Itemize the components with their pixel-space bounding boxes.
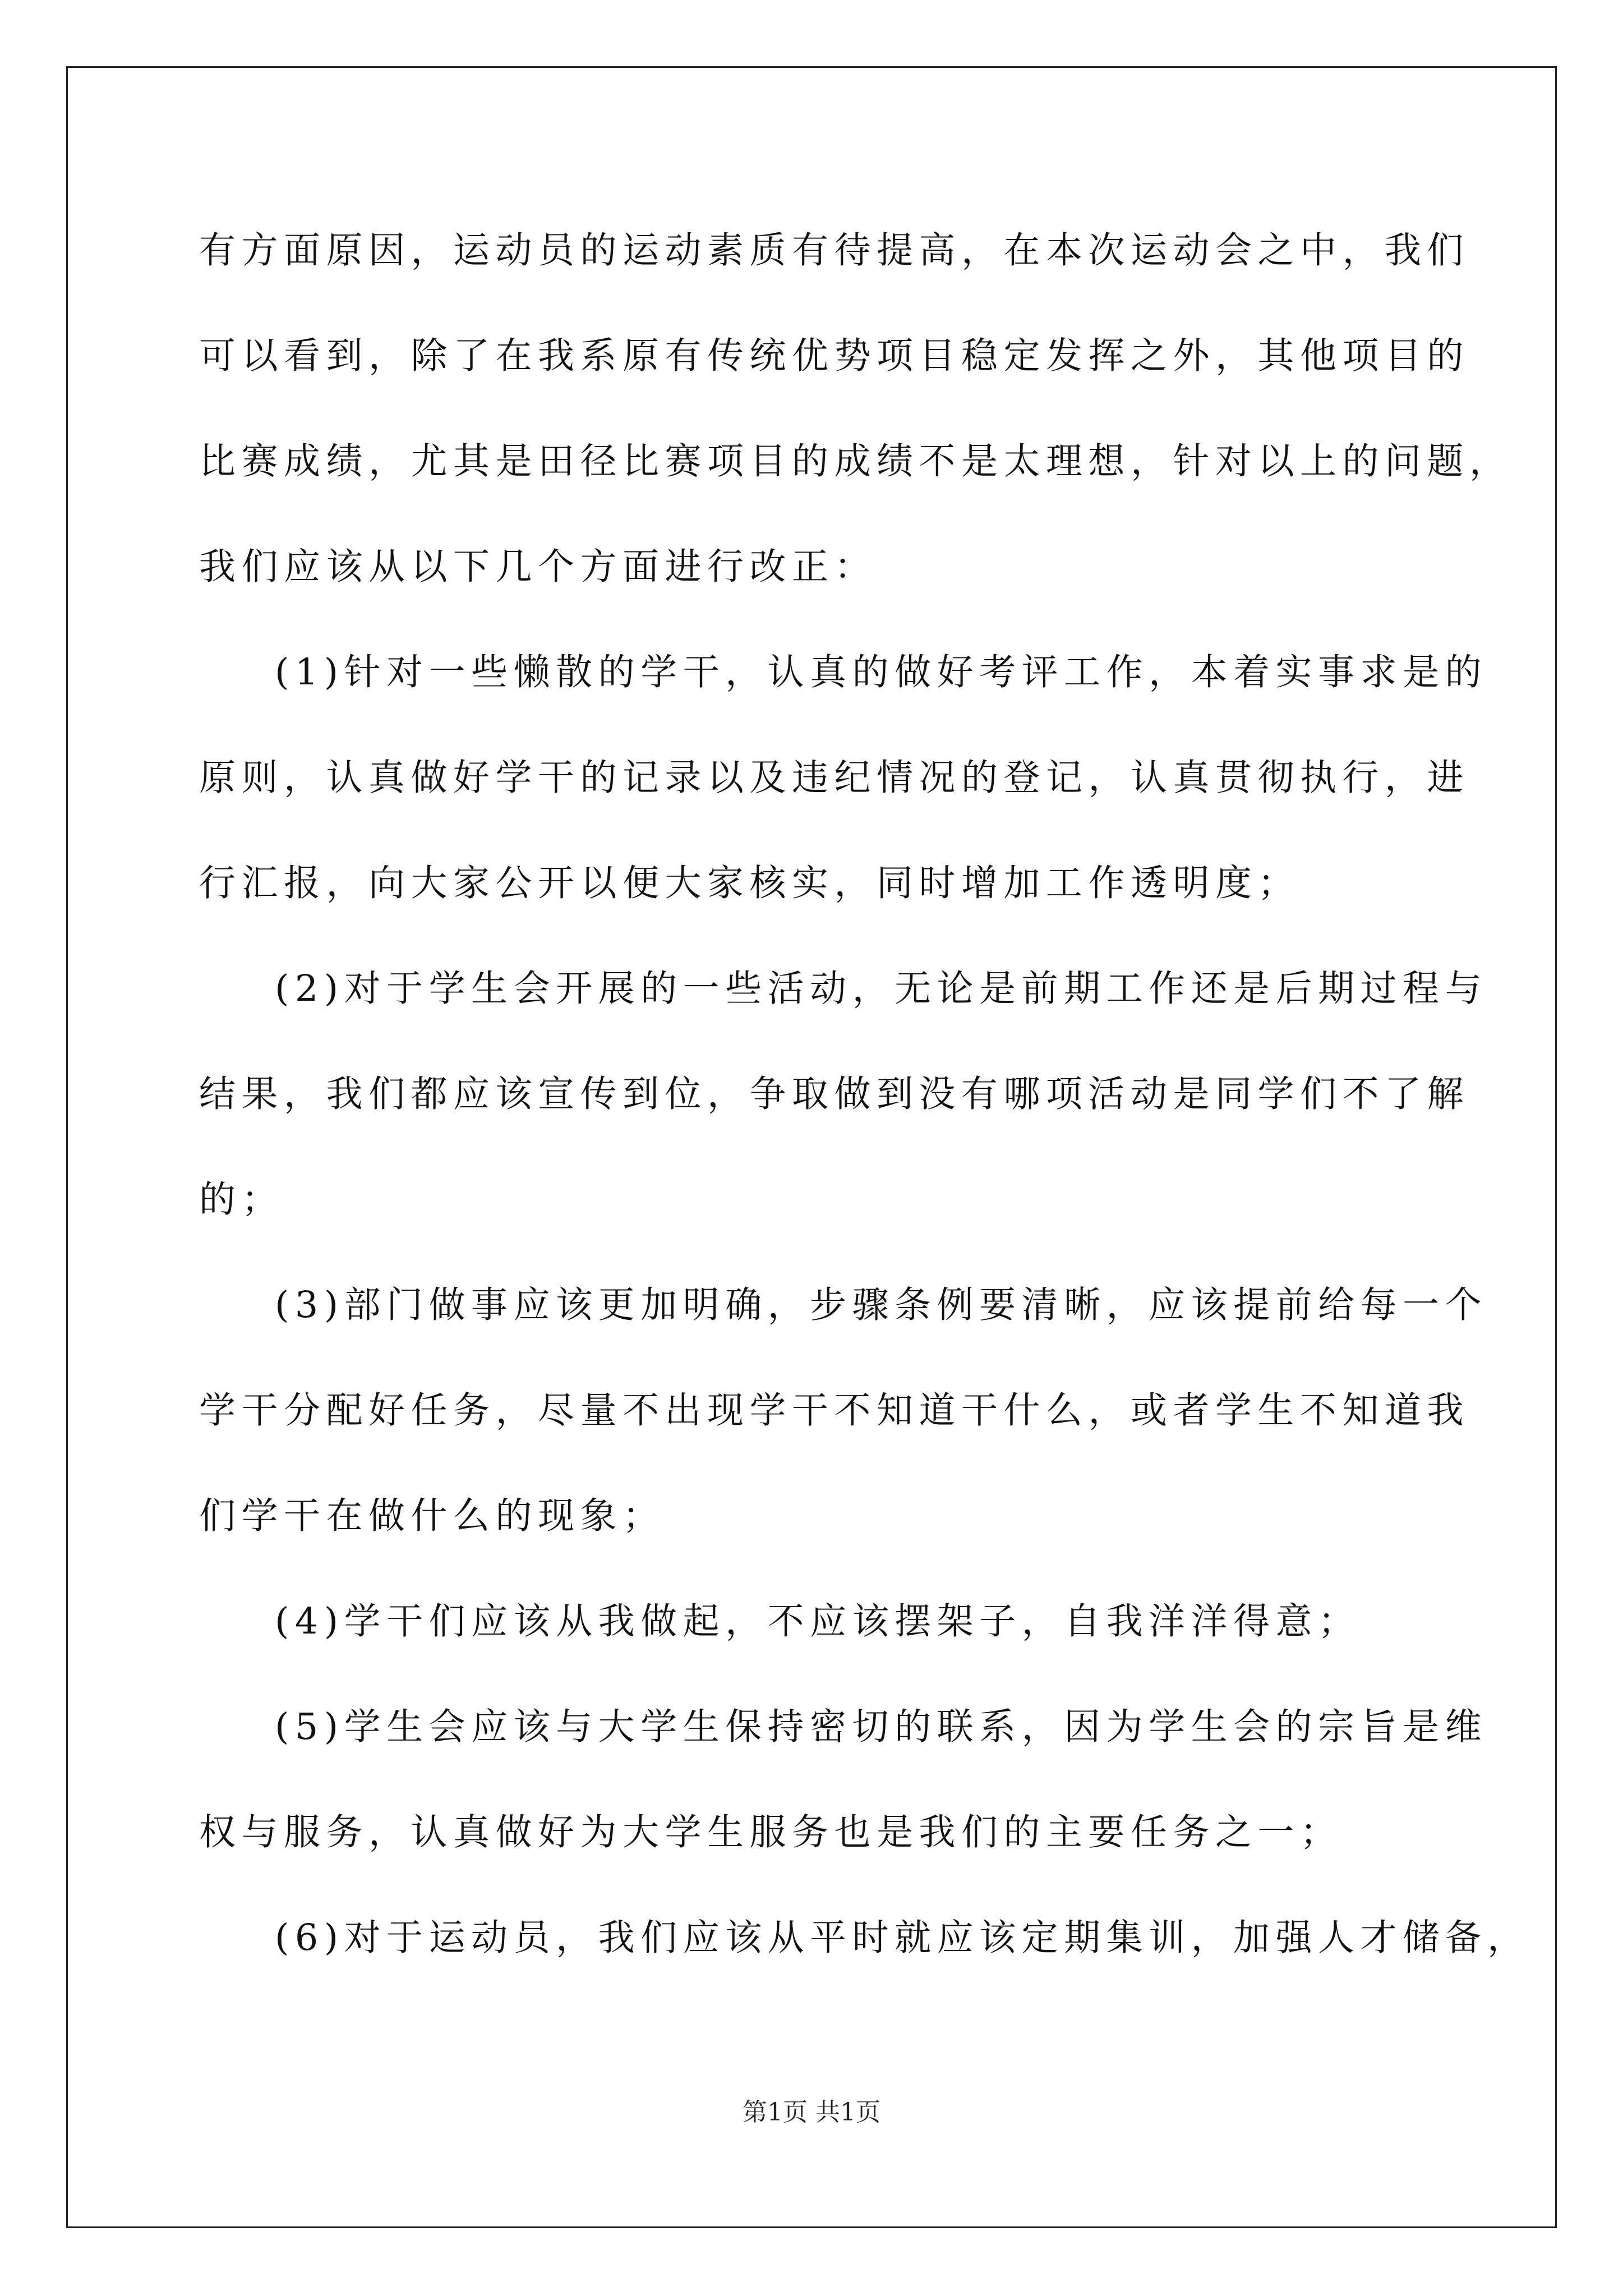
text-line-1: 有方面原因，运动员的运动素质有待提高，在本次运动会之中，我们 xyxy=(199,229,1470,272)
text-line-6: 原则，认真做好学干的记录以及违纪情况的登记，认真贯彻执行，进 xyxy=(199,757,1470,799)
text-line-5: (1)针对一些懒散的学干，认真的做好考评工作，本着实事求是的 xyxy=(275,651,1488,693)
text-line-11: (3)部门做事应该更加明确，步骤条例要清晰，应该提前给每一个 xyxy=(275,1284,1488,1326)
text-line-15: (5)学生会应该与大学生保持密切的联系，因为学生会的宗旨是维 xyxy=(275,1706,1488,1748)
page-number-footer: 第1页 共1页 xyxy=(743,2098,880,2127)
text-line-7: 行汇报，向大家公开以便大家核实，同时增加工作透明度； xyxy=(199,862,1301,904)
text-line-14: (4)学干们应该从我做起，不应该摆架子，自我洋洋得意； xyxy=(275,1600,1361,1642)
text-line-12: 学干分配好任务，尽量不出现学干不知道干什么，或者学生不知道我 xyxy=(199,1389,1470,1432)
text-line-9: 结果，我们都应该宣传到位，争取做到没有哪项活动是同学们不了解 xyxy=(199,1073,1470,1115)
text-line-16: 权与服务，认真做好为大学生服务也是我们的主要任务之一； xyxy=(199,1811,1343,1853)
text-line-8: (2)对于学生会开展的一些活动，无论是前期工作还是后期过程与 xyxy=(275,968,1488,1010)
text-line-2: 可以看到，除了在我系原有传统优势项目稳定发挥之外，其他项目的 xyxy=(199,335,1470,377)
text-line-10: 的； xyxy=(199,1179,284,1221)
text-line-3: 比赛成绩，尤其是田径比赛项目的成绩不是太理想，针对以上的问题， xyxy=(199,440,1512,482)
page-border xyxy=(66,66,1557,2228)
text-line-4: 我们应该从以下几个方面进行改正： xyxy=(199,546,877,588)
text-line-17: (6)对于运动员，我们应该从平时就应该定期集训，加强人才储备， xyxy=(275,1917,1530,1959)
text-line-13: 们学干在做什么的现象； xyxy=(199,1495,665,1537)
